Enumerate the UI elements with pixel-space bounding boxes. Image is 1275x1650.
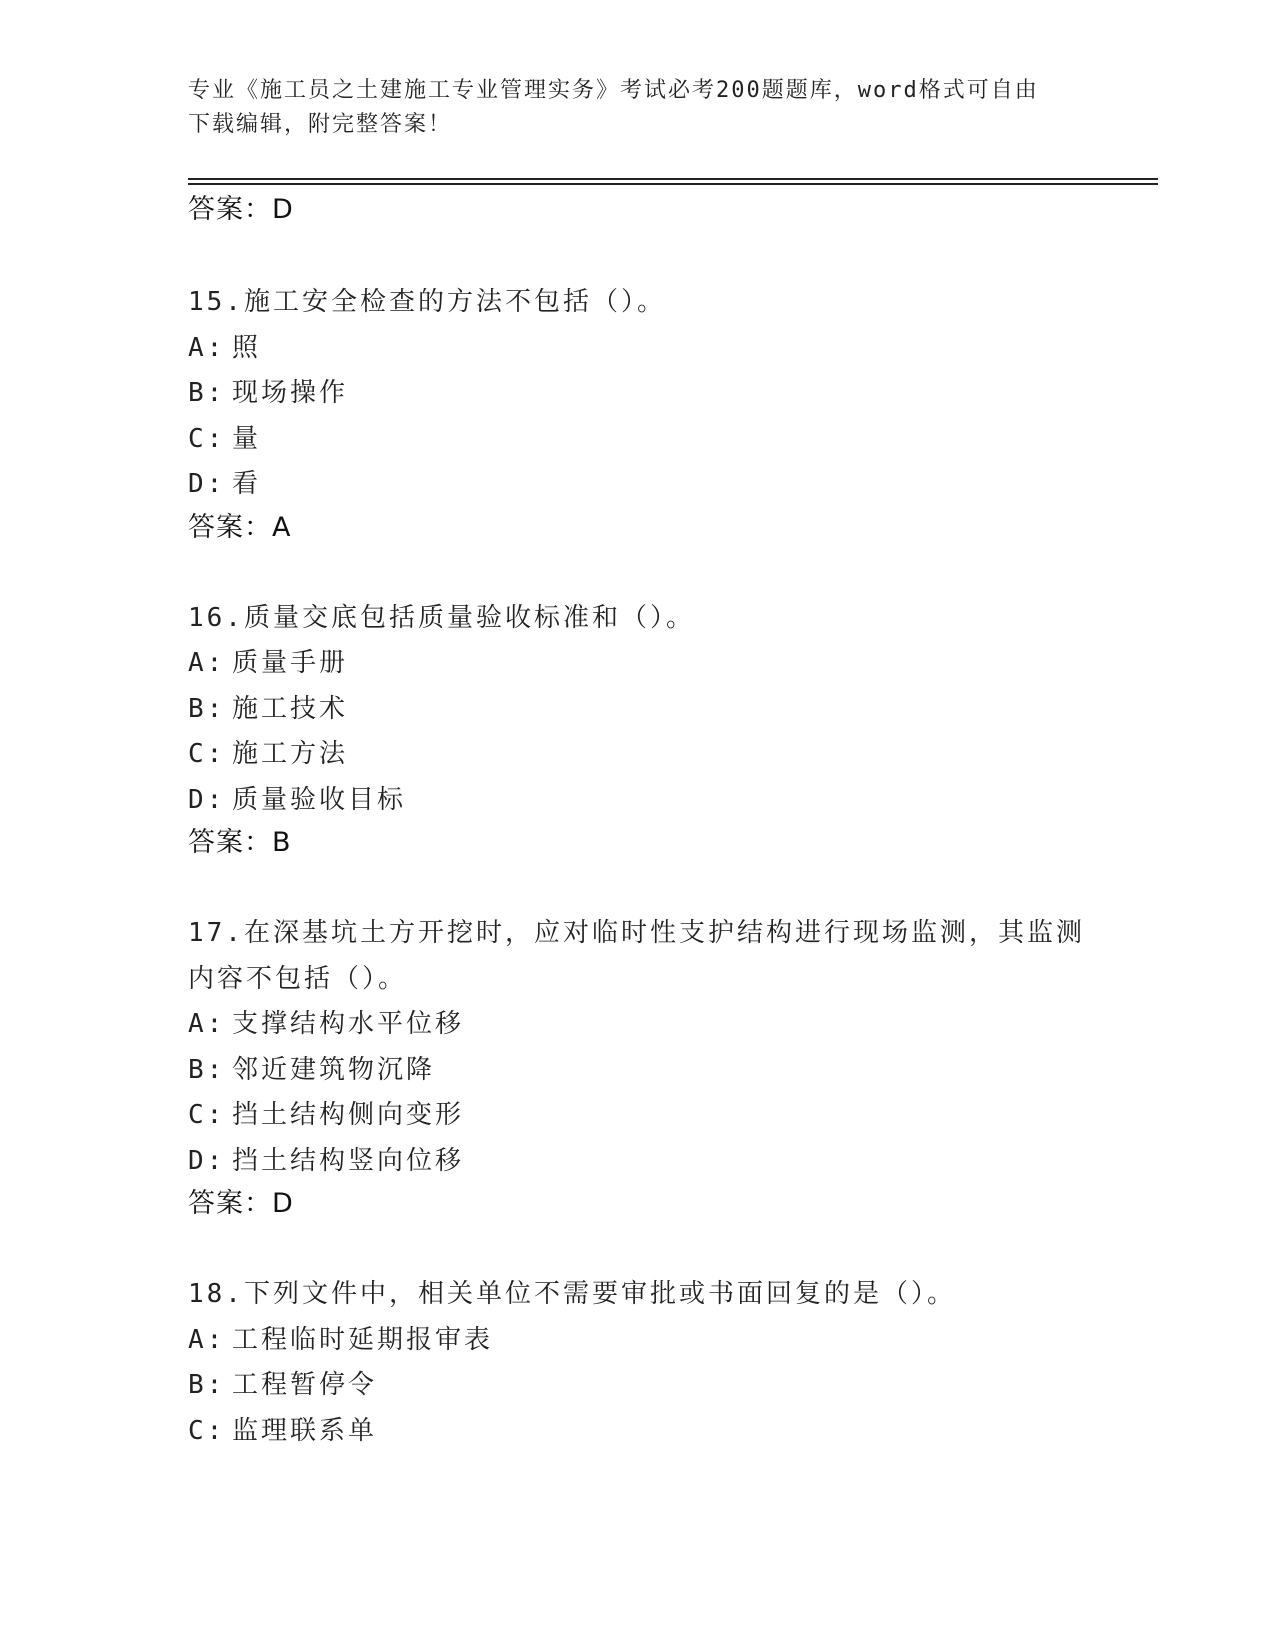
option-d	[188, 778, 1108, 824]
option-a	[188, 641, 1108, 687]
option-d	[188, 462, 1108, 508]
option-text: 质量验收目标	[232, 784, 407, 815]
option-letter: A:	[188, 1009, 226, 1039]
option-text: 质量手册	[232, 648, 349, 678]
option-b	[188, 371, 1108, 417]
option-a	[188, 1002, 1108, 1048]
option-c	[188, 417, 1108, 463]
option-text: 看	[232, 469, 262, 499]
option-text: 量	[232, 423, 262, 454]
option-text: 监理联系单	[232, 1415, 378, 1446]
header-divider-top	[188, 178, 1158, 180]
option-text: 支撑结构水平位移	[232, 1009, 465, 1039]
option-text: 现场操作	[232, 378, 349, 408]
document-header	[188, 74, 1068, 142]
option-letter: D:	[188, 469, 226, 499]
answer-line: 答案：D	[188, 1188, 294, 1219]
option-c	[188, 732, 1108, 778]
option-letter: C:	[188, 739, 226, 769]
option-b	[188, 1048, 1108, 1094]
option-b	[188, 687, 1108, 733]
option-a	[188, 1318, 1108, 1364]
option-text: 挡土结构侧向变形	[232, 1100, 465, 1130]
option-text: 工程临时延期报审表	[232, 1324, 494, 1355]
question-text: 15.施工安全检查的方法不包括（）。	[188, 287, 666, 317]
option-text: 工程暂停令	[232, 1370, 378, 1400]
question-text: 16.质量交底包括质量验收标准和（）。	[188, 602, 695, 633]
option-letter: B:	[188, 1054, 226, 1085]
option-text: 施工技术	[232, 693, 349, 724]
question-item	[188, 280, 1108, 548]
option-text: 施工方法	[232, 739, 349, 769]
option-letter: B:	[188, 693, 226, 724]
option-letter: B:	[188, 378, 226, 408]
option-letter: C:	[188, 1415, 226, 1446]
question-text: 18.下列文件中，相关单位不需要审批或书面回复的是（）。	[188, 1279, 956, 1309]
option-letter: C:	[188, 1100, 226, 1130]
question-item	[188, 596, 1108, 864]
option-letter: C:	[188, 423, 226, 454]
option-c	[188, 1093, 1108, 1139]
option-a	[188, 326, 1108, 372]
document-body	[188, 190, 1108, 1454]
option-d	[188, 1139, 1108, 1185]
question-item	[188, 1272, 1108, 1454]
option-b	[188, 1363, 1108, 1409]
option-letter: A:	[188, 648, 226, 678]
header-line-1: 专业《施工员之土建施工专业管理实务》考试必考200题题库，word格式可自由	[188, 78, 1039, 103]
option-text: 照	[232, 332, 262, 363]
header-line-2: 下载编辑，附完整答案！	[188, 112, 453, 137]
option-letter: A:	[188, 1324, 226, 1355]
header-divider-bottom	[188, 183, 1158, 185]
answer-line: 答案：D	[188, 194, 294, 225]
option-letter: B:	[188, 1370, 226, 1400]
option-letter: D:	[188, 1145, 226, 1176]
option-text: 挡土结构竖向位移	[232, 1145, 465, 1176]
option-letter: D:	[188, 784, 226, 815]
option-text: 邻近建筑物沉降	[232, 1054, 436, 1085]
question-text: 17.在深基坑土方开挖时，应对临时性支护结构进行现场监测，其监测内容不包括（）。	[188, 918, 1085, 994]
question-item	[188, 911, 1108, 1224]
answer-line: 答案：B	[188, 827, 292, 858]
option-c	[188, 1409, 1108, 1455]
answer-line: 答案：A	[188, 511, 292, 543]
option-letter: A:	[188, 332, 226, 363]
